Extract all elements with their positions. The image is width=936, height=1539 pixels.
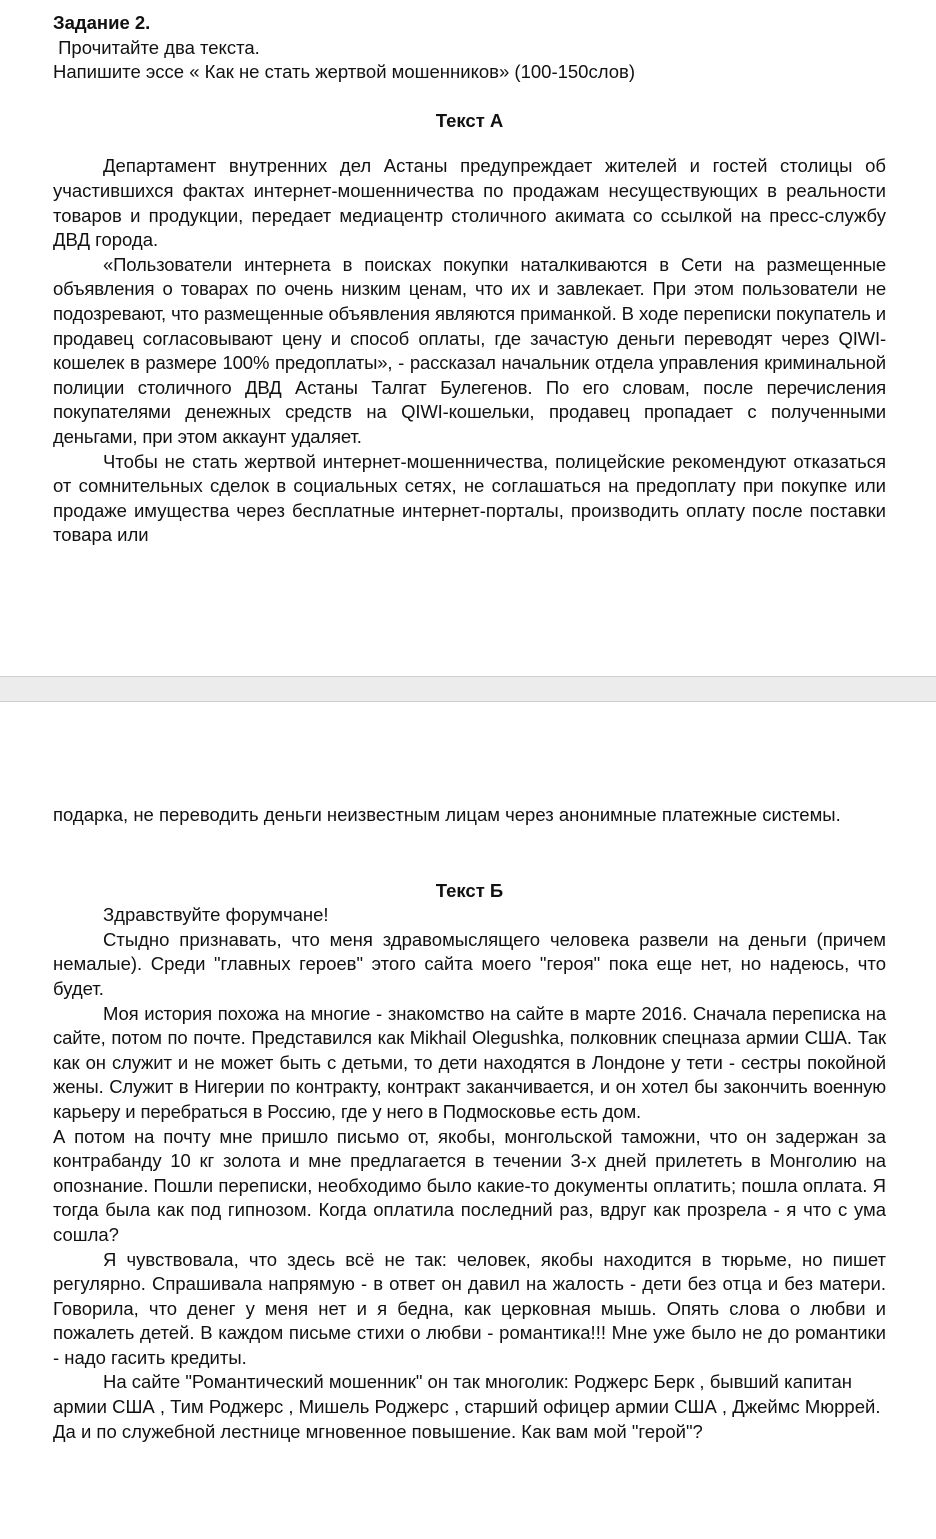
text-b-paragraph-3: А потом на почту мне пришло письмо от, якобы, монгольской таможни, что он задержан за контрабанду 10 кг золота и мне предлагается в течении 3-х дней прилететь в Монголию на опознание. Пошли переписки, необходимо было какие-то документы оплатить; пошла оплата. Я тогда была как под гипнозом. Когда оплатила последний раз, вдруг как прозрела - я что с ума сошла?	[53, 1125, 886, 1245]
task-instruction-read: Прочитайте два текста.	[53, 36, 260, 58]
document-page-2	[0, 702, 936, 1539]
task-title: Задание 2.	[53, 12, 151, 33]
text-a-heading: Текст А	[435, 109, 504, 131]
text-b-paragraph-4: Я чувствовала, что здесь всё не так: человек, якобы находится в тюрьме, но пишет регулярно. Спрашивала напрямую - в ответ он давил на жалость - дети без отца и без матери. Говорила, что денег у меня нет и я бедна, как церковная мышь. Опять слова о любви и пожалеть детей. В каждом письме стихи о любви - романтика!!! Мне уже было не до романтики - надо гасить кредиты.	[53, 1248, 886, 1368]
page-2-content	[53, 803, 886, 1444]
page-1-content	[53, 11, 886, 548]
text-a-paragraph-3-start: Чтобы не стать жертвой интернет-мошенничества, полицейские рекомендуют отказаться от сомнительных сделок в социальных сетях, не соглашаться на предоплату при покупке или продаже имущества через бесплатные интернет-порталы, производить оплату после поставки товара или	[53, 450, 886, 546]
text-a-paragraph-3-end: подарка, не переводить деньги неизвестным лицам через анонимные платежные системы.	[53, 804, 841, 825]
text-a-paragraph-1: Департамент внутренних дел Астаны предупреждает жителей и гостей столицы об участившихся фактах интернет-мошенничества по продажам несуществующих в реальности товаров и продукции, передает медиацентр столичного акимата со ссылкой на пресс-службу ДВД города.	[53, 155, 886, 251]
document-page-1	[0, 0, 936, 676]
text-a-paragraph-2: «Пользователи интернета в поисках покупки наталкиваются в Сети на размещенные объявления о товарах по очень низким ценам, что их и завлекает. При этом пользователи не подозревают, что размещенные объявления являются приманкой. В ходе переписки покупатель и продавец согласовывают цену и способ оплаты, где зачастую деньги переводят через QIWI-кошелек в размере 100% предоплаты», - рассказал начальник отдела управления криминальной полиции столичного ДВД Астаны Талгат Булегенов. По его словам, после перечисления покупателями денежных средств на QIWI-кошельки, продавец пропадает с полученными деньгами, при этом аккаунт удаляет.	[53, 253, 886, 447]
text-b-paragraph-2: Моя история похожа на многие - знакомство на сайте в марте 2016. Сначала переписка на сайте, потом по почте. Представился как Mikhail Olegushka, полковник спецназа армии США. Так как он служит и не может быть с детьми, то дети находятся в Лондоне у тети - сестры покойной жены. Служит в Нигерии по контракту, контракт заканчивается, и он хотел бы закончить военную карьеру и перебраться в Россию, где у него в Подмосковье есть дом.	[53, 1002, 886, 1122]
task-instruction-essay: Напишите эссе « Как не стать жертвой мошенников» (100-150слов)	[53, 61, 636, 83]
text-b-paragraph-1: Стыдно признавать, что меня здравомыслящего человека развели на деньги (причем немалые). Среди "главных героев" этого сайта моего "героя" пока еще нет, но надеюсь, что будет.	[53, 928, 886, 999]
text-b-paragraph-5: На сайте "Романтический мошенник" он так многолик: Роджерс Берк , бывший капитан армии США , Тим Роджерс , Мишель Роджерс , старший офицер армии США , Джеймс Мюррей. Да и по служебной лестнице мгновенное повышение. Как вам мой "герой"?	[53, 1371, 881, 1442]
text-b-heading: Текст Б	[435, 879, 504, 901]
text-b-greeting: Здравствуйте форумчане!	[103, 904, 329, 926]
page-break-gap	[0, 676, 936, 702]
